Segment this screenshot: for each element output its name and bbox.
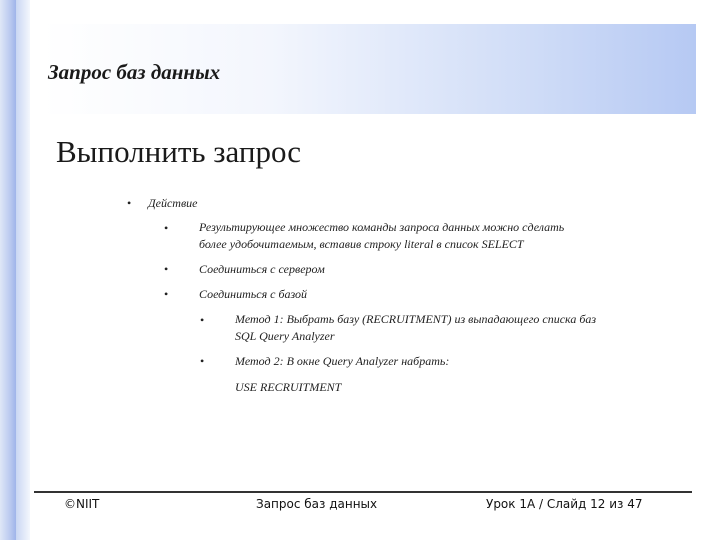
footer-copyright: ©NIIT: [64, 497, 100, 511]
list-item: Соединиться с базой: [199, 287, 308, 301]
list-item: Соединиться с сервером: [199, 262, 325, 276]
left-decor-gradient: [16, 0, 30, 540]
list-item: [235, 311, 596, 345]
footer-topic: Запрос баз данных: [256, 497, 378, 511]
list-item-line: Метод 1: Выбрать базу (RECRUITMENT) из выпадающего списка баз: [235, 312, 597, 326]
list-item-line: Результирующее множество команды запроса данных можно сделать: [199, 220, 565, 234]
left-decor-bar: [0, 0, 16, 540]
code-line: USE RECRUITMENT: [235, 380, 342, 394]
list-item-line: более удобочитаемым, вставив строку literal в список SELECT: [199, 237, 524, 251]
list-item: [199, 219, 564, 253]
list-item-line: SQL Query Analyzer: [235, 329, 335, 343]
bullet-icon: •: [164, 287, 169, 301]
list-item: Метод 2: В окне Query Analyzer набрать:: [235, 354, 450, 368]
footer-slide-number: Урок 1A / Слайд 12 из 47: [486, 497, 643, 511]
bullet-icon: •: [164, 221, 169, 235]
bullet-icon: •: [127, 196, 132, 210]
action-heading: Действие: [148, 196, 198, 210]
bullet-icon: •: [200, 313, 205, 327]
bullet-icon: •: [200, 354, 205, 368]
bullet-icon: •: [164, 262, 169, 276]
header-title: Запрос баз данных: [48, 60, 221, 84]
slide-title: Выполнить запрос: [56, 134, 301, 169]
footer-divider: [34, 491, 692, 493]
